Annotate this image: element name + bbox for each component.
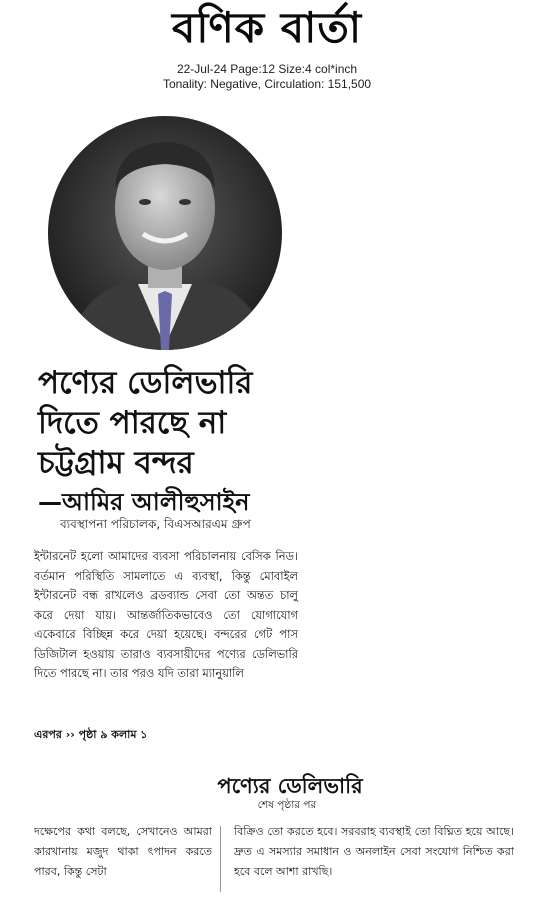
column-divider	[220, 826, 221, 892]
headline-line-3: চট্টগ্রাম বন্দর	[38, 445, 194, 481]
headline-line-1: পণ্যের ডেলিভারি	[38, 365, 253, 401]
article-body: ইন্টারনেট হলো আমাদের ব্যবসা পরিচালনায় বেসিক নিড। বর্তমান পরিস্থিতি সামলাতে এ ব্যবস্থা, কিন্তু মোবাইল ইন্টারনেট বন্ধ রাখলেও ব্রডব্যান্ড সেবা তো অন্তত চালু করে দেয়া যায়। আন্তর্জাতিকভাবেও তো যোগাযোগ একেবারে বিচ্ছিন্ন করে দেয়া হয়েছে। বন্দরের গেট পাস ডিজিটাল হওয়ায় তারাও ব্যবসায়ীদের পণ্যের ডেলিভারি দিতে পারছে না। তার পরও যদি তারা ম্যানুয়ালি	[34, 549, 298, 680]
continuation-left-column: দক্ষেপের কথা বলছে, সেখানেও আমরা কারখানায় মজুদ থাকা ৎপাদন করতে পারব, কিন্তু সেটা	[34, 825, 212, 878]
portrait-image	[48, 116, 282, 350]
person-portrait	[48, 116, 282, 350]
continuation-right-column: বিক্রিও তো করতে হবে। সরবরাহ ব্যবস্থাই তো বিঘ্নিত হয়ে আছে। দ্রুত এ সমস্যার সমাধান ও অনলাইন সেবা সংযোগ নিশ্চিত করা হবে বলে আশা রাখছি।	[234, 825, 514, 878]
continued-note: এরপর ›› পৃষ্ঠা ৯ কলাম ১	[34, 728, 148, 741]
byline-name: —আমির আলীহুসাইন	[38, 488, 250, 516]
newspaper-masthead: বণিক বার্তা	[171, 3, 363, 52]
headline-line-2: দিতে পারছে না	[38, 405, 227, 441]
continuation-title: পণ্যের ডেলিভারি	[217, 774, 363, 798]
clip-meta-line-1: 22-Jul-24 Page:12 Size:4 col*inch	[176, 62, 358, 76]
clip-meta-line-2: Tonality: Negative, Circulation: 151,500	[162, 77, 372, 91]
byline-designation: ব্যবস্থাপনা পরিচালক, বিএসআরএম গ্রুপ	[60, 517, 251, 531]
continuation-note: শেষ পৃষ্ঠার পর	[257, 799, 317, 811]
